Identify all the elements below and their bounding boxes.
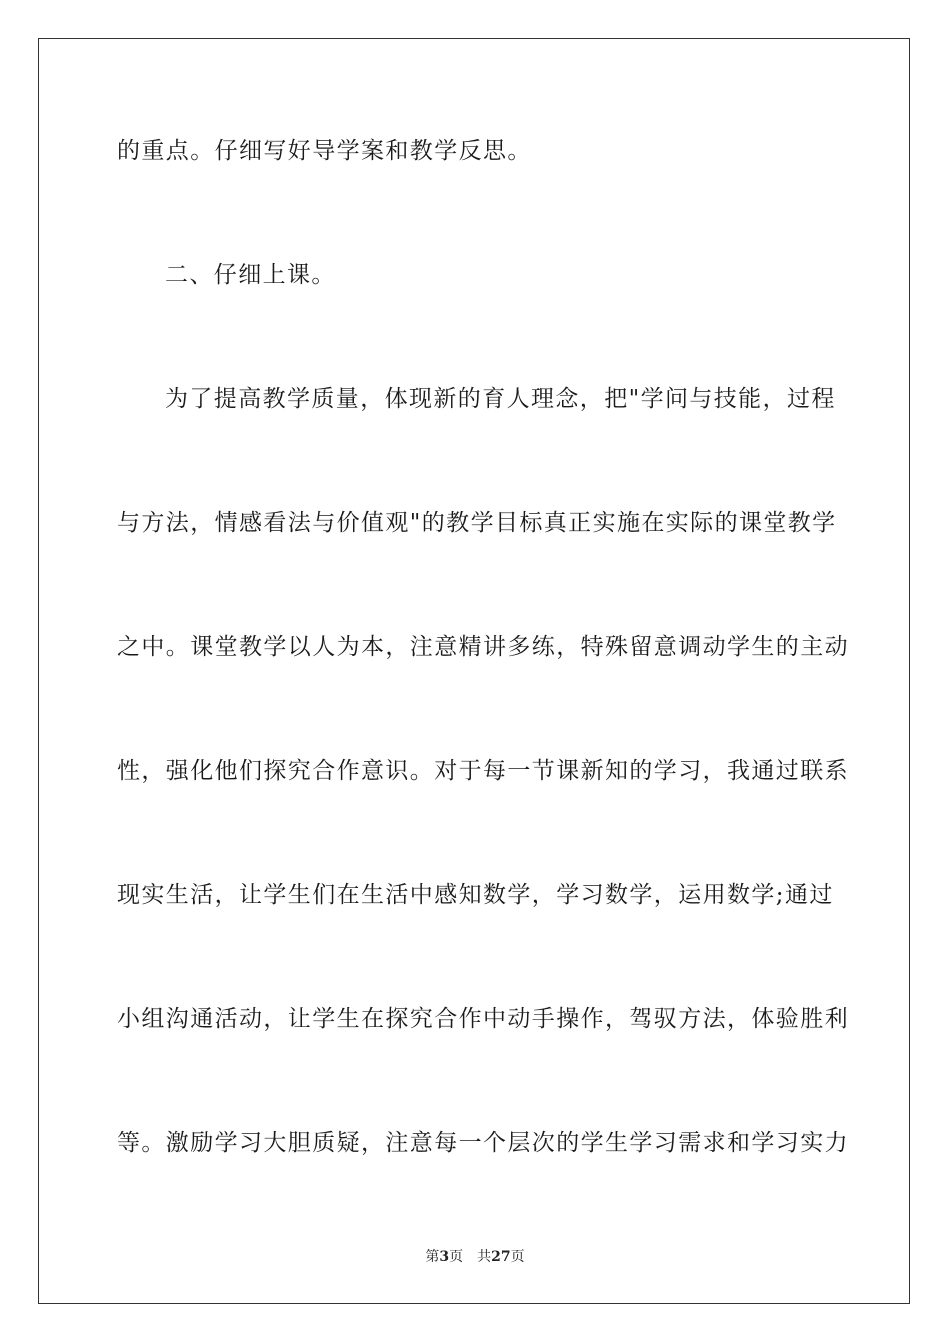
footer-total-suffix: 页 [510,1249,525,1265]
body-line-5: 之中。课堂教学以人为本，注意精讲多练，特殊留意调动学生的主动 [117,634,849,660]
body-line-3: 为了提高教学质量，体现新的育人理念，把"学问与技能，过程 [165,386,836,412]
footer-total-pages: 27 [491,1249,511,1265]
body-line-6: 性，强化他们探究合作意识。对于每一节课新知的学习，我通过联系 [117,758,849,784]
body-line-4: 与方法，情感看法与价值观"的教学目标真正实施在实际的课堂教学 [117,510,837,536]
section-heading: 二、仔细上课。 [165,262,336,288]
footer-page-prefix: 第 [425,1249,440,1265]
page-footer [0,1248,950,1266]
body-line-9: 等。激励学习大胆质疑，注意每一个层次的学生学习需求和学习实力 [117,1130,849,1156]
body-line-1: 的重点。仔细写好导学案和教学反思。 [117,138,532,164]
footer-page-suffix: 页 [449,1249,464,1265]
footer-total-prefix: 共 [477,1249,492,1265]
page-border [38,38,910,1304]
body-line-7: 现实生活，让学生们在生活中感知数学，学习数学，运用数学;通过 [117,882,834,908]
footer-page-number: 3 [439,1249,450,1265]
body-line-8: 小组沟通活动，让学生在探究合作中动手操作，驾驭方法，体验胜利 [117,1006,849,1032]
